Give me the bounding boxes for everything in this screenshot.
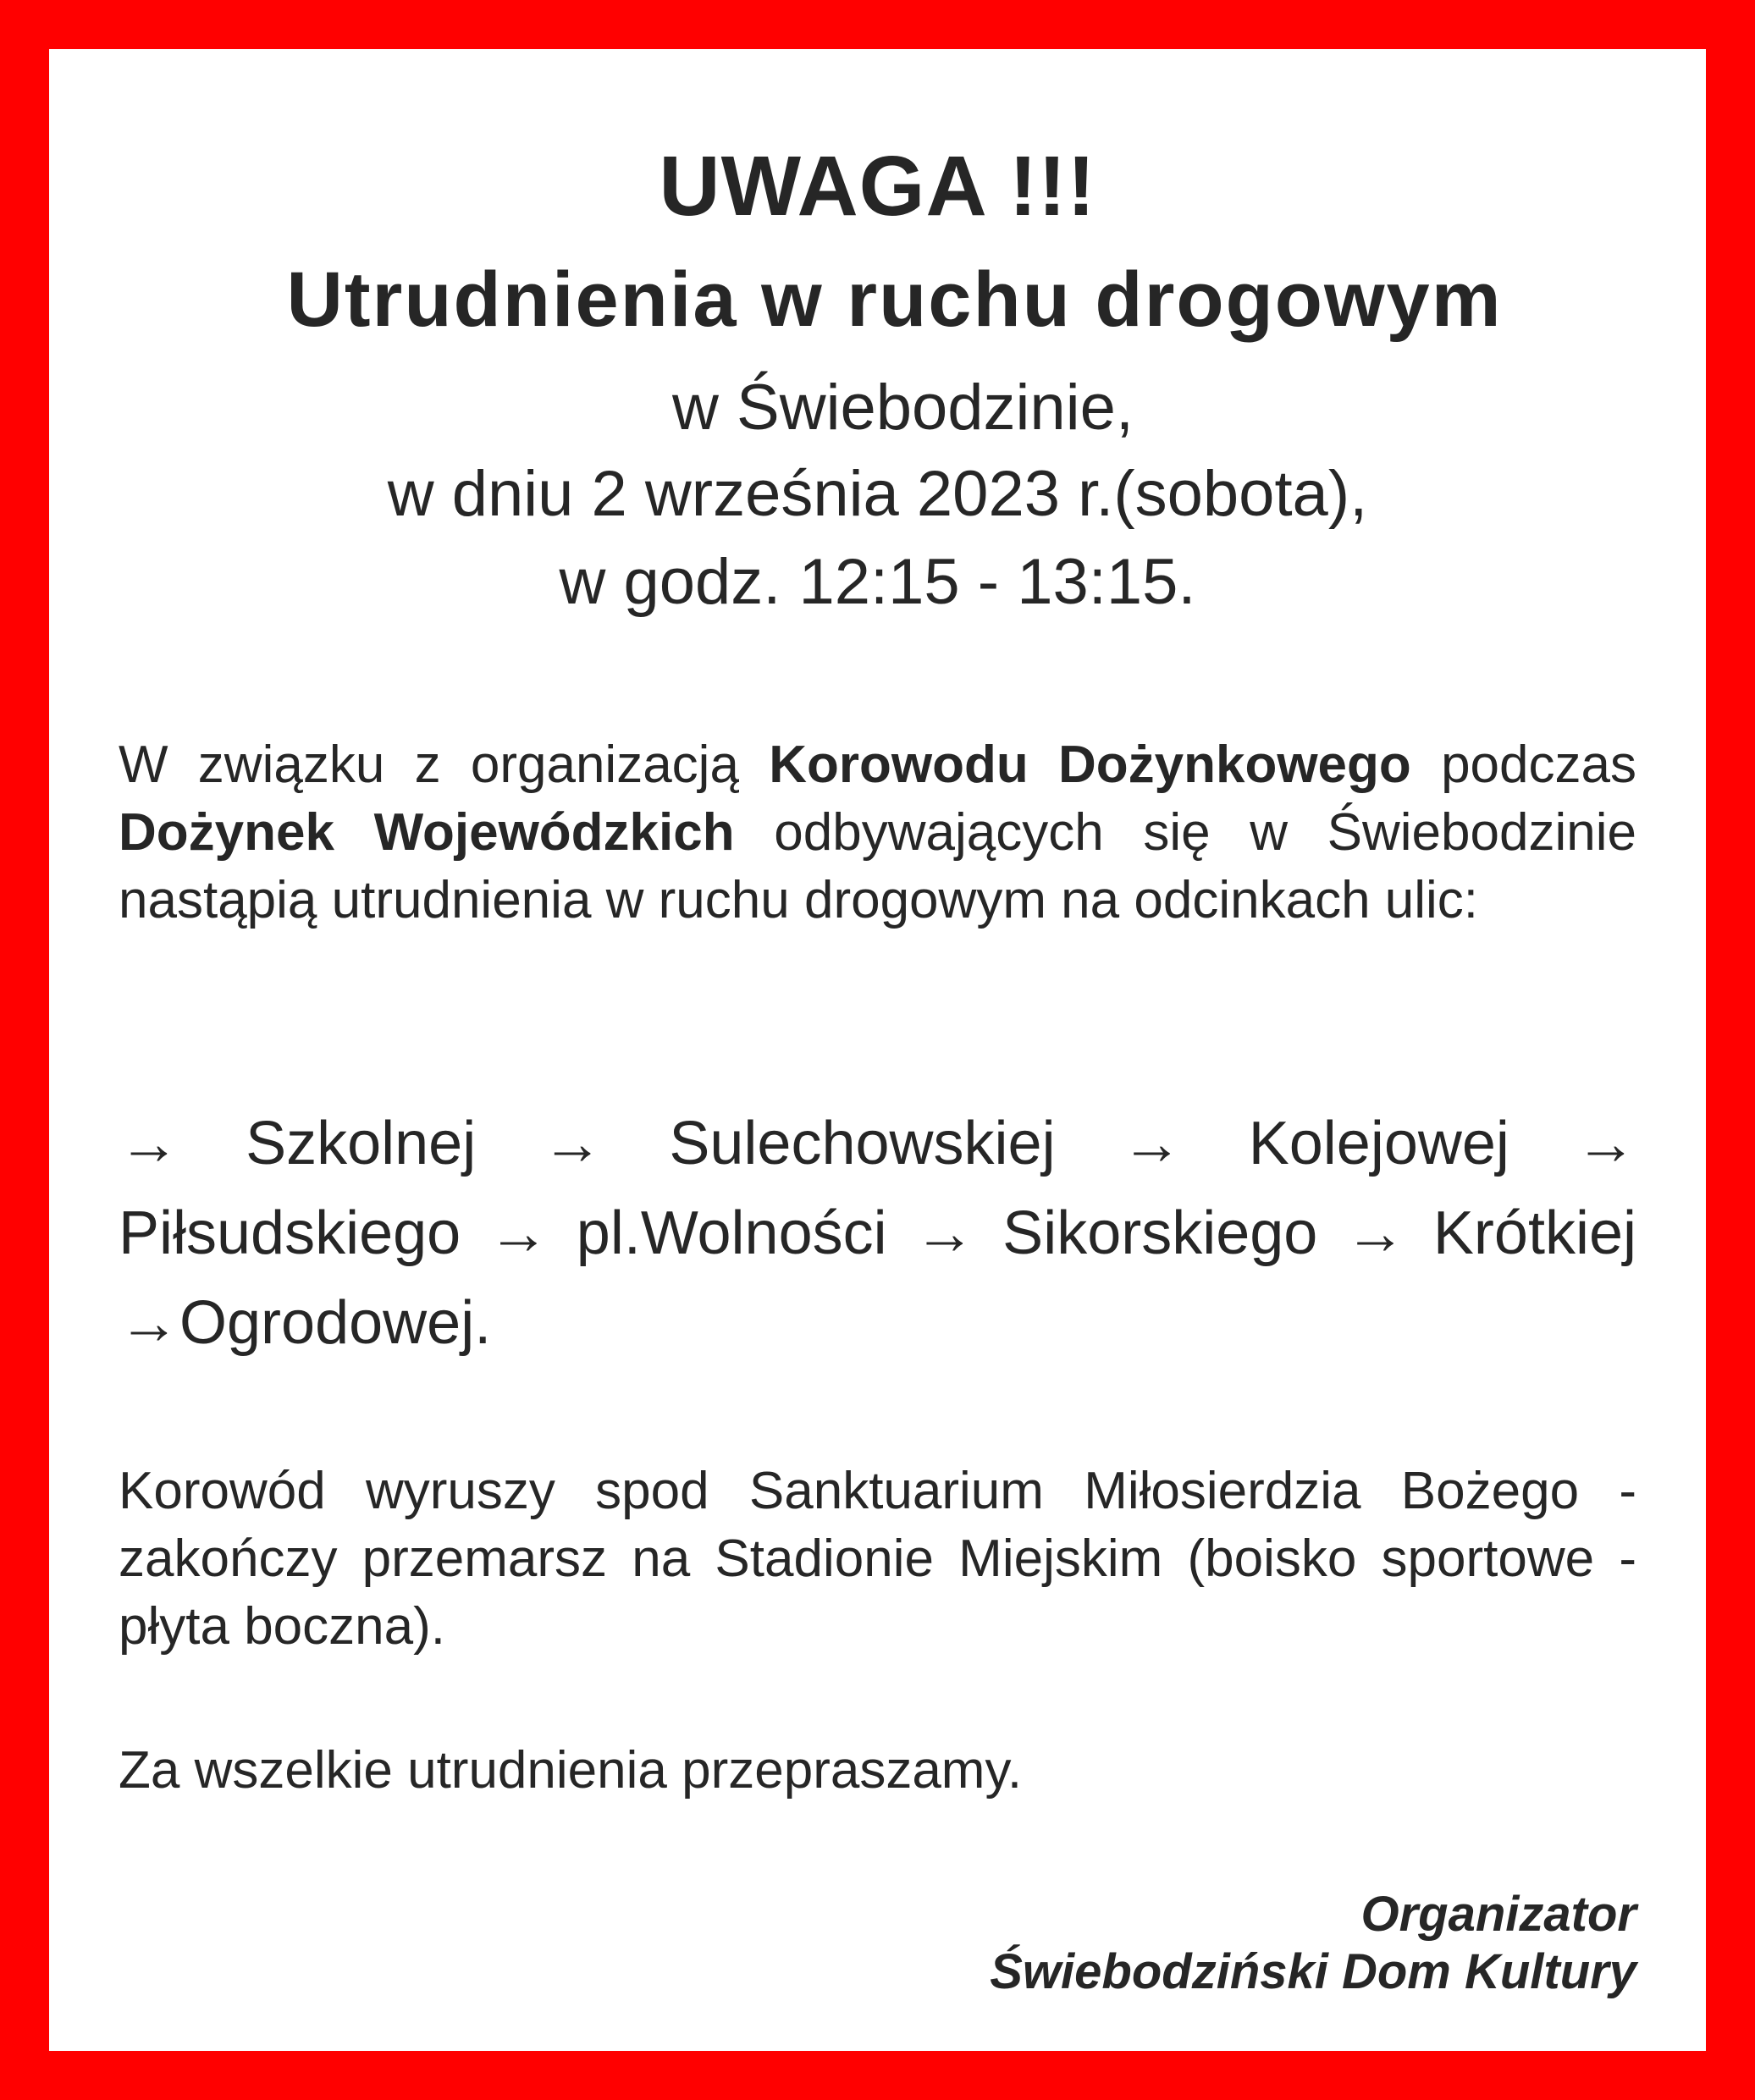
notice-content xyxy=(119,49,1636,2051)
notice-date: w dniu 2 września 2023 r.(sobota), xyxy=(387,458,1368,530)
procession-paragraph: Korowód wyruszy spod Sanktuarium Miłosierdzia Bożego - zakończy przemarsz na Stadionie Miejskim (boisko sportowe - płyta boczna). xyxy=(119,1462,1636,1656)
intro-text-2: podczas xyxy=(1410,736,1636,794)
intro-festival-name: Dożynek Wojewódzkich xyxy=(119,803,735,862)
apology-text: Za wszelkie utrudnienia przepraszamy. xyxy=(119,1741,1023,1800)
notice-title: Utrudnienia w ruchu drogowym xyxy=(286,256,1503,343)
notice-place: w Świebodzinie, xyxy=(672,372,1134,444)
notice-time: w godz. 12:15 - 13:15. xyxy=(559,546,1196,618)
route-streets: → Szkolnej → Sulechowskiej → Kolejowej → Piłsudskiego → pl.Wolności → Sikorskiego → Krótkiej →Ogrodowej. xyxy=(119,1110,1636,1357)
intro-event-name: Korowodu Dożynkowego xyxy=(769,736,1411,794)
intro-paragraph xyxy=(119,731,1636,934)
intro-text-3: odbywających się w Świebodzinie nastąpią utrudnienia w ruchu drogowym na odcinkach ulic: xyxy=(119,803,1636,929)
intro-text-1: W związku z organizacją xyxy=(119,736,770,794)
signature-role: Organizator xyxy=(1360,1887,1636,1942)
signature-block xyxy=(990,1886,1636,2001)
signature-organization: Świebodziński Dom Kultury xyxy=(990,1944,1636,1999)
notice-heading: UWAGA !!! xyxy=(659,139,1096,234)
